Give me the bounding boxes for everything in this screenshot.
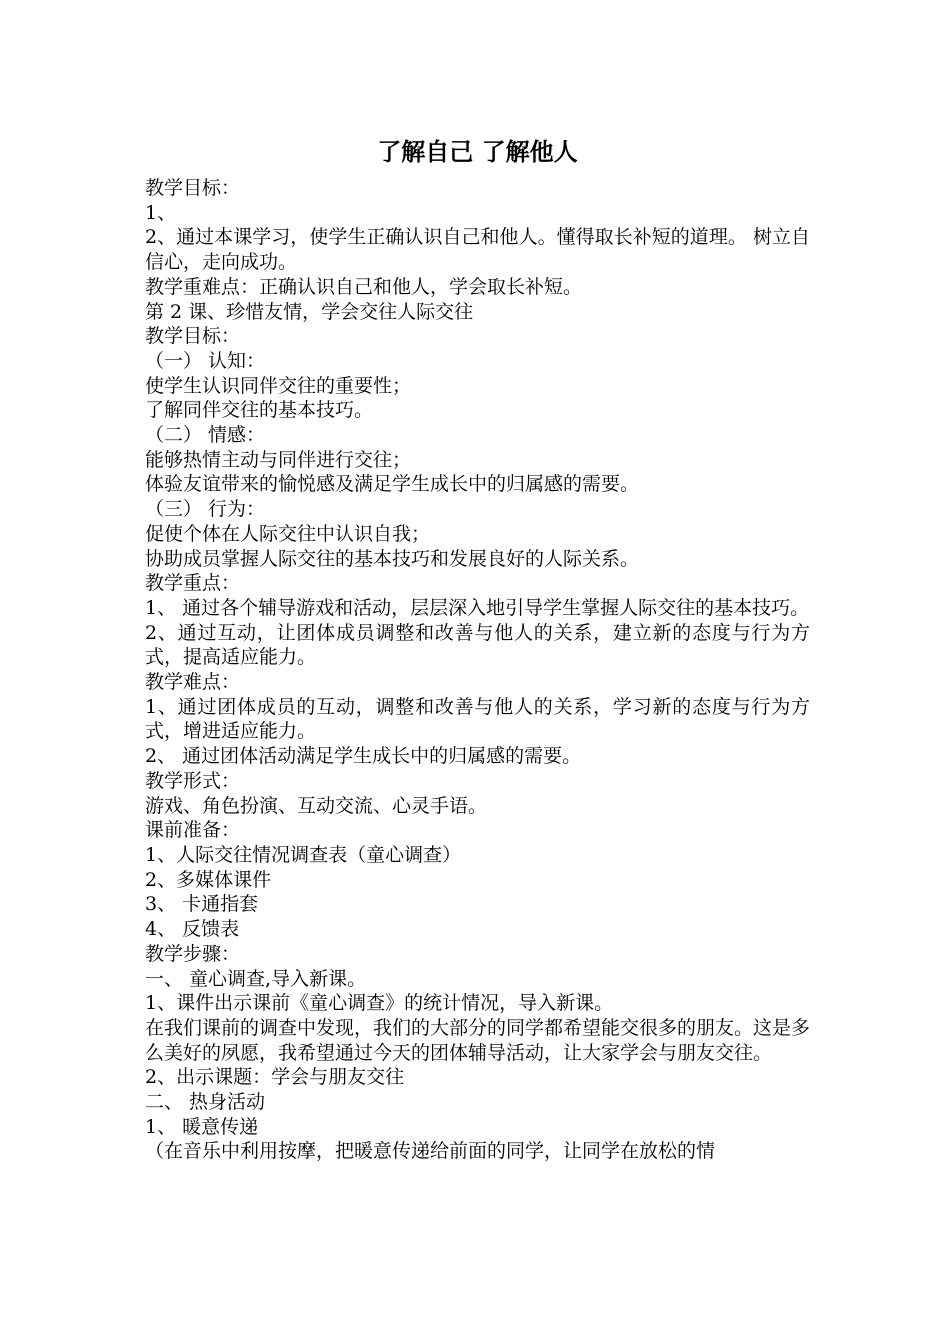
document-line: 教学目标： bbox=[145, 177, 241, 199]
document-line: 游戏、角色扮演、互动交流、心灵手语。 bbox=[145, 794, 488, 817]
document-line: 二、 热身活动 bbox=[145, 1091, 266, 1114]
document-line: 2、多媒体课件 bbox=[145, 868, 272, 891]
document-page bbox=[145, 134, 810, 1164]
document-line: 第 2 课、珍惜友情，学会交往人际交往 bbox=[145, 300, 474, 323]
document-line: 教学形式： bbox=[145, 769, 241, 792]
document-line: 课前准备： bbox=[145, 819, 241, 842]
document-line: 教学难点： bbox=[145, 671, 241, 694]
document-line: 教学重难点：正确认识自己和他人，学会取长补短。 bbox=[145, 275, 583, 298]
document-line: 4、 反馈表 bbox=[145, 918, 240, 941]
document-line: 能够热情主动与同伴进行交往； bbox=[145, 448, 412, 471]
document-line: 使学生认识同伴交往的重要性； bbox=[145, 374, 412, 397]
document-line: 2、 通过团体活动满足学生成长中的归属感的需要。 bbox=[145, 745, 582, 768]
document-line: 促使个体在人际交往中认识自我； bbox=[145, 522, 431, 545]
document-line: 了解同伴交往的基本技巧。 bbox=[145, 399, 374, 422]
document-line: 3、 卡通指套 bbox=[145, 893, 259, 916]
document-title: 了解自己 了解他人 bbox=[377, 138, 578, 166]
document-line: 体验友谊带来的愉悦感及满足学生成长中的归属感的需要。 bbox=[145, 473, 640, 496]
document-line: 1、 暖意传递 bbox=[145, 1115, 259, 1138]
document-line: （在音乐中利用按摩，把暖意传递给前面的同学，让同学在放松的情 bbox=[145, 1140, 716, 1163]
document-line: 1、通过团体成员的互动，调整和改善与他人的关系，学习新的态度与行为方式，增进适应能力。 bbox=[145, 695, 810, 743]
document-line: 2、通过互动，让团体成员调整和改善与他人的关系，建立新的态度与行为方式，提高适应能力。 bbox=[145, 621, 810, 669]
document-line: （三） 行为： bbox=[145, 498, 266, 521]
document-line: 协助成员掌握人际交往的基本技巧和发展良好的人际关系。 bbox=[145, 547, 640, 570]
document-body bbox=[145, 176, 810, 1164]
document-line: （一） 认知： bbox=[145, 349, 266, 372]
document-line: （二） 情感： bbox=[145, 424, 266, 447]
document-line: 教学目标： bbox=[145, 325, 241, 348]
document-line: 教学重点： bbox=[145, 572, 241, 595]
document-line: 一、 童心调查,导入新课。 bbox=[145, 967, 367, 990]
document-line: 在我们课前的调查中发现，我们的大部分的同学都希望能交很多的朋友。这是多么美好的夙愿，我希望通过今天的团体辅导活动，让大家学会与朋友交往。 bbox=[145, 1016, 811, 1064]
document-line: 1、 通过各个辅导游戏和活动，层层深入地引导学生掌握人际交往的基本技巧。 bbox=[145, 596, 810, 619]
document-line: 2、通过本课学习，使学生正确认识自己和他人。懂得取长补短的道理。 树立自信心，走向成功。 bbox=[145, 226, 810, 274]
document-line: 1、人际交往情况调查表（童心调查） bbox=[145, 843, 462, 866]
document-line: 教学步骤： bbox=[145, 942, 241, 965]
document-line: 2、出示课题：学会与朋友交往 bbox=[145, 1066, 405, 1089]
document-line: 1、 bbox=[145, 201, 177, 224]
document-line: 1、课件出示课前《童心调查》的统计情况，导入新课。 bbox=[145, 992, 614, 1015]
